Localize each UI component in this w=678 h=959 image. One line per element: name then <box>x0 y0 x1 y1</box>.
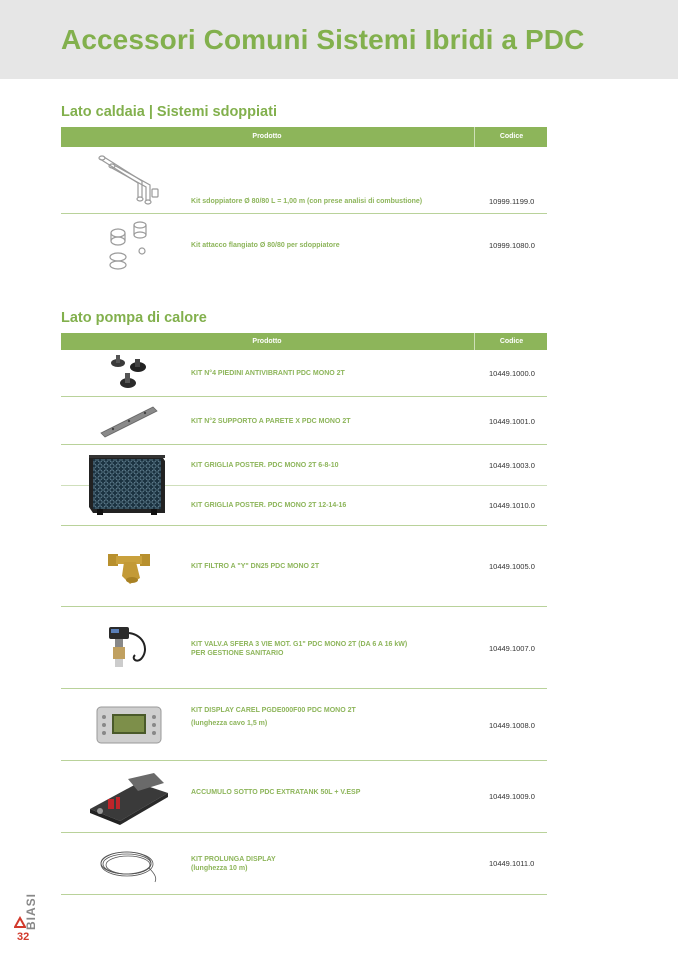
product-code: 10449.1000.0 <box>489 369 535 378</box>
product-description: KIT N°2 SUPPORTO A PARETE X PDC MONO 2T <box>191 418 351 425</box>
section-title-pdc: Lato pompa di calore <box>61 310 207 326</box>
table-pdc <box>61 333 547 895</box>
column-header-code: Codice <box>474 127 548 147</box>
table-header <box>61 333 547 350</box>
product-description: KIT FILTRO A "Y" DN25 PDC MONO 2T <box>191 563 320 570</box>
flange-fitting-icon <box>69 214 189 276</box>
three-way-valve-icon <box>69 607 189 688</box>
product-code: 10449.1007.0 <box>489 644 535 653</box>
product-code: 10449.1005.0 <box>489 562 535 571</box>
product-code: 10999.1080.0 <box>489 241 535 250</box>
display-panel-icon <box>69 689 189 760</box>
product-description: KIT PROLUNGA DISPLAY (lunghezza 10 m) <box>191 856 276 872</box>
brand-name: BIASI <box>24 892 38 930</box>
product-description: KIT GRIGLIA POSTER. PDC MONO 2T 12-14-16 <box>191 502 347 509</box>
product-code: 10449.1001.0 <box>489 417 535 426</box>
product-code: 10449.1010.0 <box>489 501 535 510</box>
y-filter-icon <box>69 526 189 606</box>
product-code: 10449.1008.0 <box>489 721 535 730</box>
table-row <box>61 397 547 445</box>
product-code: 10449.1003.0 <box>489 461 535 470</box>
anti-vibration-feet-icon <box>69 350 189 396</box>
flue-splitter-icon <box>69 147 189 213</box>
protection-grid-icon <box>85 451 167 522</box>
product-description: ACCUMULO SOTTO PDC EXTRATANK 50L + V.ESP <box>191 789 361 796</box>
table-row <box>61 833 547 895</box>
table-row <box>61 689 547 761</box>
wall-bracket-icon <box>69 397 189 444</box>
table-row <box>61 350 547 397</box>
product-code: 10449.1009.0 <box>489 792 535 801</box>
product-description: Kit attacco flangiato Ø 80/80 per sdoppiatore <box>191 242 340 249</box>
table-header <box>61 127 547 147</box>
table-row <box>61 214 547 276</box>
product-code: 10999.1199.0 <box>489 197 535 206</box>
page-number: 32 <box>17 931 30 943</box>
product-description: KIT VALV.A SFERA 3 VIE MOT. G1" PDC MONO 2T (DA 6 A 16 kW) PER GESTIONE SANITARIO <box>191 641 408 657</box>
section-title-caldaia: Lato caldaia | Sistemi sdoppiati <box>61 104 277 120</box>
table-row <box>61 526 547 607</box>
table-caldaia <box>61 127 547 276</box>
product-description: Kit sdoppiatore Ø 80/80 L = 1,00 m (con prese analisi di combustione) <box>191 198 423 205</box>
page-title: Accessori Comuni Sistemi Ibridi a PDC <box>61 24 585 55</box>
product-code: 10449.1011.0 <box>489 859 535 868</box>
table-row <box>61 147 547 214</box>
table-row <box>61 607 547 689</box>
cable-coil-icon <box>69 833 189 894</box>
column-header-product: Prodotto <box>252 133 282 140</box>
column-header-product: Prodotto <box>252 338 282 345</box>
product-description: KIT GRIGLIA POSTER. PDC MONO 2T 6-8-10 <box>191 462 339 469</box>
table-row <box>61 761 547 833</box>
buffer-tank-icon <box>69 761 189 832</box>
brand-logo <box>12 872 38 932</box>
product-description: KIT DISPLAY CAREL PGDE000F00 PDC MONO 2T (lunghezza cavo 1,5 m) <box>191 707 356 727</box>
product-description: KIT N°4 PIEDINI ANTIVIBRANTI PDC MONO 2T <box>191 370 345 377</box>
column-header-code: Codice <box>474 333 548 350</box>
